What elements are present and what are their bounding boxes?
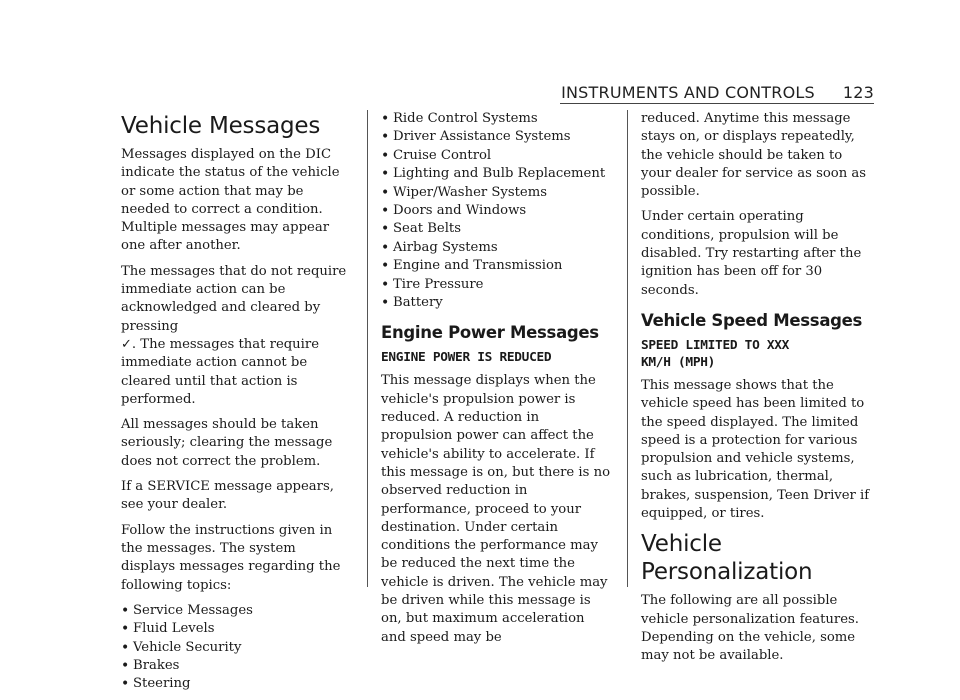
header-rule <box>560 103 874 104</box>
paragraph: If a SERVICE message appears, see your dealer. <box>121 479 334 513</box>
column-3 <box>641 110 873 673</box>
section-title: INSTRUMENTS AND CONTROLS <box>561 83 815 102</box>
subheading-line: KM/H (MPH) <box>641 354 716 370</box>
list-item: • Brakes <box>121 657 353 675</box>
paragraph <box>121 263 353 409</box>
subheading-line: SPEED LIMITED TO XXX <box>641 337 790 353</box>
list-item: • Seat Belts <box>381 220 613 238</box>
check-mark-icon: ✓ <box>121 336 132 352</box>
paragraph: Messages displayed on the DIC indicate the status of the vehicle or some action that may be needed to correct a condition. Multiple messages may appear one after another. <box>121 147 340 254</box>
running-header <box>560 83 874 102</box>
topic-list <box>381 110 613 312</box>
page-number: 123 <box>842 83 874 102</box>
list-item: • Lighting and Bulb Replacement <box>381 165 613 183</box>
heading-vehicle-speed-messages: Vehicle Speed Messages <box>641 310 863 330</box>
list-item: • Fluid Levels <box>121 620 353 638</box>
heading-engine-power-messages: Engine Power Messages <box>381 323 599 343</box>
subheading-engine-power-reduced: ENGINE POWER IS REDUCED <box>381 350 552 366</box>
section-heading-vehicle-personalization: Vehicle Personalization <box>641 531 813 586</box>
paragraph-text: The messages that do not require immediate action can be acknowledged and cleared by pressing <box>121 263 347 334</box>
list-item: • Tire Pressure <box>381 276 613 294</box>
paragraph: This message displays when the vehicle's propulsion power is reduced. A reduction in propulsion power can affect the vehicle's ability to accelerate. If this message is on, but there is no observed reduction in performance, proceed to your destination. Under certain conditions the performance may be reduced the next time the vehicle is driven. The vehicle may be driven while this message is on, but maximum acceleration and speed may be <box>381 373 611 645</box>
list-item: • Airbag Systems <box>381 239 613 257</box>
paragraph: Under certain operating conditions, propulsion will be disabled. Try restarting after the ignition has been off for 30 seconds. <box>641 209 862 298</box>
list-item: • Wiper/Washer Systems <box>381 184 613 202</box>
list-item: • Ride Control Systems <box>381 110 613 128</box>
section-heading-vehicle-messages: Vehicle Messages <box>121 113 321 139</box>
column-divider <box>367 110 368 587</box>
column-2 <box>381 110 613 654</box>
list-item: • Cruise Control <box>381 147 613 165</box>
list-item: • Engine and Transmission <box>381 257 613 275</box>
column-divider <box>627 110 628 587</box>
paragraph: All messages should be taken seriously; clearing the message does not correct the problem. <box>121 417 333 469</box>
topic-list <box>121 602 353 694</box>
list-item: • Doors and Windows <box>381 202 613 220</box>
list-item: • Battery <box>381 294 613 312</box>
list-item: • Service Messages <box>121 602 353 620</box>
paragraph-text: . The messages that require immediate action cannot be cleared until that action is performed. <box>121 336 320 407</box>
paragraph: Follow the instructions given in the messages. The system displays messages regarding the following topics: <box>121 522 341 593</box>
column-1 <box>121 110 353 700</box>
subheading-speed-limited <box>641 337 873 371</box>
paragraph: This message shows that the vehicle speed has been limited to the speed displayed. The limited speed is a protection for various propulsion and vehicle systems, such as lubrication, thermal, brakes, suspension, Teen Driver if equipped, or tires. <box>641 377 870 522</box>
list-item: • Steering <box>121 675 353 693</box>
paragraph: The following are all possible vehicle personalization features. Depending on the vehicle, some may not be available. <box>641 593 859 664</box>
list-item: • Vehicle Security <box>121 639 353 657</box>
list-item: • Driver Assistance Systems <box>381 128 613 146</box>
paragraph: reduced. Anytime this message stays on, or displays repeatedly, the vehicle should be taken to your dealer for service as soon as possible. <box>641 111 867 200</box>
